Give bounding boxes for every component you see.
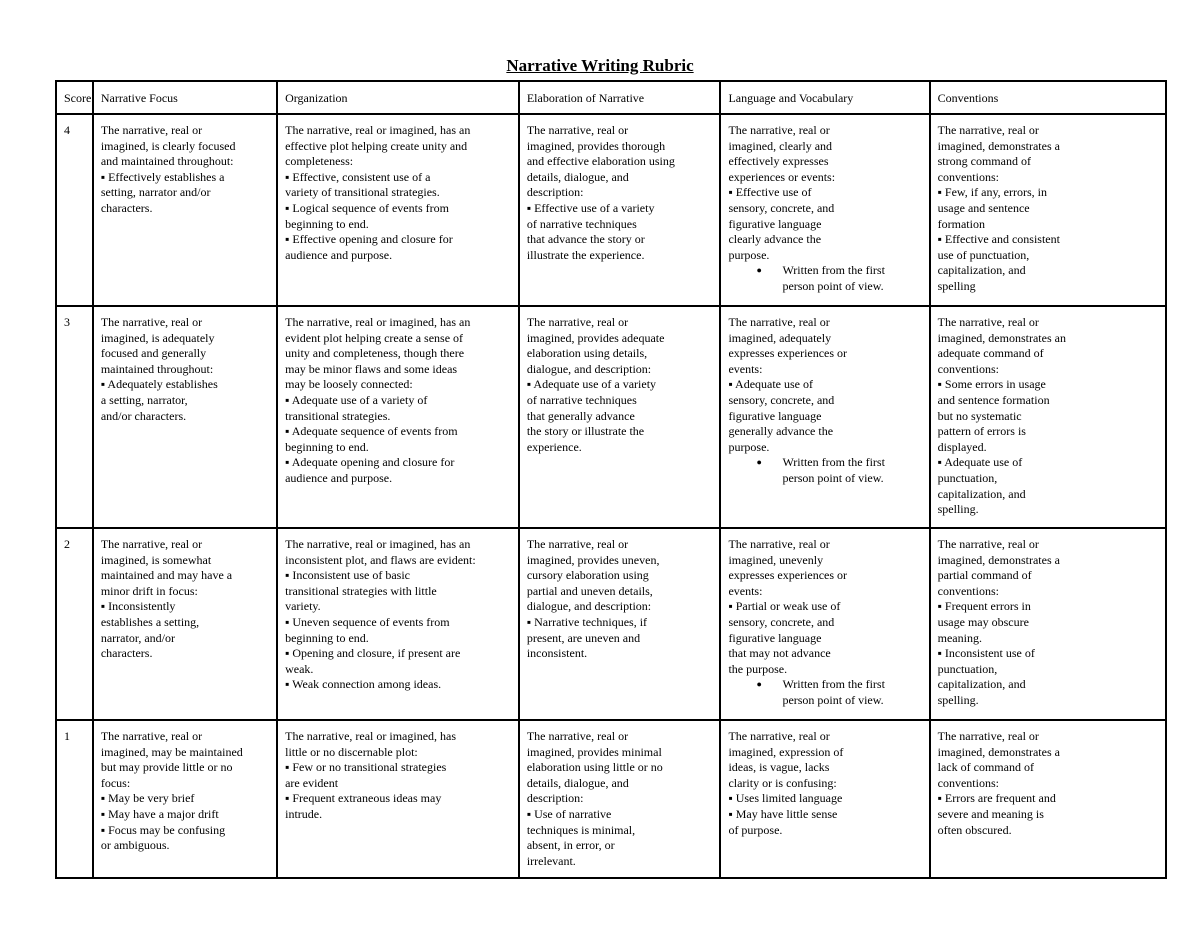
text-line: ▪ Weak connection among ideas. (285, 677, 442, 692)
text-line: and sentence formation (937, 392, 1050, 407)
text-line: usage may obscure (937, 614, 1029, 629)
cell-text (101, 537, 270, 662)
text-line: little or no discernable plot: (285, 744, 418, 759)
text-line: absent, in error, or (526, 838, 615, 853)
text-line: ▪ Uses limited language (728, 791, 843, 806)
text-line: the purpose. (728, 661, 788, 676)
text-line: ▪ Adequate use of (728, 377, 813, 392)
rubric-cell-language-vocabulary (720, 528, 929, 720)
text-line: elaboration using details, (526, 346, 648, 361)
score-cell: 2 (56, 528, 93, 720)
text-line: variety. (285, 599, 321, 614)
text-line: sensory, concrete, and (728, 200, 835, 215)
text-line: ▪ Adequately establishes (100, 377, 218, 392)
text-line: imagined, may be maintained (100, 744, 243, 759)
text-line: ▪ Effective use of a variety (526, 200, 655, 215)
header-elaboration: Elaboration of Narrative (519, 81, 721, 114)
cell-text (728, 537, 922, 677)
text-line: imagined, is adequately (100, 330, 215, 345)
score-cell: 1 (56, 720, 93, 878)
text-line: cursory elaboration using (526, 568, 649, 583)
text-line: ▪ Effectively establishes a (100, 169, 225, 184)
table-row (56, 306, 1166, 528)
text-line: The narrative, real or imagined, has an (285, 537, 471, 551)
text-line: experiences or events: (728, 169, 836, 184)
bullet-point (728, 455, 922, 486)
text-line: ▪ Effective use of (728, 185, 812, 200)
text-line: figurative language (728, 630, 822, 645)
rubric-cell-organization (277, 114, 519, 306)
rubric-cell-organization (277, 528, 519, 720)
text-line: generally advance the (728, 424, 834, 439)
text-line: adequate command of (937, 346, 1044, 361)
text-line: ▪ May have a major drift (100, 806, 219, 821)
text-line: pattern of errors is (937, 424, 1026, 439)
rubric-cell-conventions (930, 528, 1166, 720)
text-line: lack of command of (937, 760, 1034, 775)
rubric-cell-elaboration (519, 528, 721, 720)
cell-text (285, 315, 512, 487)
text-line: that generally advance (526, 408, 635, 423)
rubric-cell-narrative-focus (93, 306, 277, 528)
text-line: The narrative, real or (728, 315, 830, 329)
text-line: focused and generally (100, 346, 207, 361)
text-line: audience and purpose. (285, 470, 393, 485)
rubric-cell-elaboration (519, 306, 721, 528)
header-language-vocabulary: Language and Vocabulary (720, 81, 929, 114)
text-line: variety of transitional strategies. (285, 185, 440, 200)
text-line: events: (728, 583, 763, 598)
cell-text (527, 729, 714, 869)
text-line: severe and meaning is (937, 806, 1044, 821)
text-line: person point of view. (782, 692, 884, 707)
text-line: characters. (100, 646, 153, 661)
rubric-cell-conventions (930, 720, 1166, 878)
text-line: the story or illustrate the (526, 424, 645, 439)
text-line: The narrative, real or (526, 123, 629, 137)
cell-text (938, 123, 1159, 295)
rubric-cell-conventions (930, 306, 1166, 528)
text-line: The narrative, real or (937, 315, 1039, 329)
text-line: conventions: (937, 583, 999, 598)
text-line: characters. (100, 200, 153, 215)
text-line: clarity or is confusing: (728, 775, 837, 790)
text-line: imagined, is clearly focused (100, 138, 236, 153)
table-row (56, 528, 1166, 720)
text-line: The narrative, real or imagined, has an (285, 123, 471, 137)
rubric-cell-organization (277, 306, 519, 528)
rubric-title: Narrative Writing Rubric (506, 56, 694, 75)
text-line: sensory, concrete, and (728, 392, 835, 407)
text-line: of narrative techniques (526, 216, 637, 231)
cell-text (938, 729, 1159, 838)
table-row (56, 114, 1166, 306)
text-line: The narrative, real or (937, 537, 1039, 551)
rubric-cell-language-vocabulary (720, 720, 929, 878)
header-organization: Organization (277, 81, 519, 114)
text-line: The narrative, real or (526, 729, 629, 743)
text-line: imagined, is somewhat (100, 552, 212, 567)
cell-text (728, 315, 922, 455)
text-line: The narrative, real or (728, 123, 830, 137)
rubric-cell-narrative-focus (93, 528, 277, 720)
text-line: imagined, provides minimal (526, 744, 662, 759)
rubric-cell-elaboration (519, 720, 721, 878)
text-line: may be loosely connected: (285, 377, 413, 392)
text-line: evident plot helping create a sense of (285, 330, 464, 345)
text-line: punctuation, (937, 661, 998, 676)
text-line: that advance the story or (526, 232, 645, 247)
text-line: clearly advance the (728, 232, 822, 247)
text-line: person point of view. (782, 278, 884, 293)
text-line: person point of view. (782, 470, 884, 485)
text-line: ▪ Effective opening and closure for (285, 232, 453, 247)
text-line: beginning to end. (285, 630, 369, 645)
text-line: The narrative, real or imagined, has (285, 729, 457, 743)
text-line: The narrative, real or (100, 123, 203, 137)
text-line: minor drift in focus: (100, 583, 198, 598)
rubric-cell-language-vocabulary (720, 306, 929, 528)
text-line: meaning. (937, 630, 982, 645)
table-row (56, 720, 1166, 878)
text-line: narrator, and/or (100, 630, 175, 645)
cell-text (527, 315, 714, 455)
text-line: but no systematic (937, 408, 1022, 423)
text-line: ▪ Use of narrative (526, 806, 612, 821)
text-line: The narrative, real or (728, 729, 830, 743)
bullet-point (728, 263, 922, 294)
text-line: are evident (285, 775, 339, 790)
cell-text (527, 537, 714, 662)
text-line: completeness: (285, 154, 354, 169)
text-line: ▪ Inconsistent use of (937, 646, 1035, 661)
text-line: spelling (937, 278, 976, 293)
text-line: expresses experiences or (728, 568, 848, 583)
text-line: figurative language (728, 408, 822, 423)
text-line: may be minor flaws and some ideas (285, 361, 458, 376)
text-line: techniques is minimal, (526, 822, 636, 837)
text-line: imagined, provides adequate (526, 330, 665, 345)
text-line: intrude. (285, 806, 323, 821)
text-line: beginning to end. (285, 439, 369, 454)
cell-text (527, 123, 714, 263)
text-line: conventions: (937, 169, 999, 184)
text-line: maintained throughout: (100, 361, 214, 376)
text-line: ▪ Frequent extraneous ideas may (285, 791, 442, 806)
text-line: displayed. (937, 439, 987, 454)
rubric-cell-conventions (930, 114, 1166, 306)
text-line: imagined, demonstrates an (937, 330, 1066, 345)
text-line: dialogue, and description: (526, 361, 652, 376)
text-line: spelling. (937, 692, 979, 707)
cell-text (285, 123, 512, 263)
text-line: ▪ Uneven sequence of events from (285, 614, 450, 629)
text-line: ▪ Narrative techniques, if (526, 614, 648, 629)
text-line: strong command of (937, 154, 1031, 169)
text-line: and effective elaboration using (526, 154, 675, 169)
text-line: use of punctuation, (937, 247, 1030, 262)
text-line: ▪ Effective and consistent (937, 232, 1060, 247)
text-line: elaboration using little or no (526, 760, 663, 775)
text-line: audience and purpose. (285, 247, 393, 262)
text-line: imagined, provides uneven, (526, 552, 660, 567)
text-line: or ambiguous. (100, 838, 170, 853)
text-line: ▪ Logical sequence of events from (285, 200, 449, 215)
text-line: ▪ Adequate use of a variety of (285, 392, 428, 407)
cell-text (285, 537, 512, 693)
text-line: beginning to end. (285, 216, 369, 231)
text-line: maintained and may have a (100, 568, 233, 583)
text-line: effectively expresses (728, 154, 829, 169)
score-cell: 4 (56, 114, 93, 306)
text-line: and maintained throughout: (100, 154, 234, 169)
cell-text (938, 315, 1159, 518)
text-line: experience. (526, 439, 582, 454)
text-line: but may provide little or no (100, 760, 233, 775)
text-line: of narrative techniques (526, 392, 637, 407)
text-line: ▪ May have little sense (728, 806, 838, 821)
text-line: formation (937, 216, 985, 231)
text-line: expresses experiences or (728, 346, 848, 361)
text-line: details, dialogue, and (526, 169, 629, 184)
cell-text (285, 729, 512, 823)
text-line: figurative language (728, 216, 822, 231)
text-line: a setting, narrator, (100, 392, 188, 407)
text-line: that may not advance (728, 646, 831, 661)
text-line: ▪ Adequate use of a variety (526, 377, 657, 392)
text-line: usage and sentence (937, 200, 1030, 215)
rubric-table (55, 80, 1167, 879)
text-line: ▪ Opening and closure, if present are (285, 646, 461, 661)
text-line: imagined, expression of (728, 744, 844, 759)
text-line: imagined, adequately (728, 330, 832, 345)
text-line: ▪ Adequate use of (937, 455, 1023, 470)
text-line: conventions: (937, 361, 999, 376)
text-line: present, are uneven and (526, 630, 641, 645)
text-line: The narrative, real or (100, 537, 203, 551)
text-line: imagined, demonstrates a (937, 138, 1060, 153)
text-line: imagined, demonstrates a (937, 744, 1060, 759)
text-line: ▪ Adequate sequence of events from (285, 424, 458, 439)
text-line: capitalization, and (937, 263, 1026, 278)
text-line: imagined, demonstrates a (937, 552, 1060, 567)
text-line: description: (526, 791, 584, 806)
text-line: ▪ Inconsistent use of basic (285, 568, 411, 583)
text-line: imagined, clearly and (728, 138, 833, 153)
text-line: imagined, unevenly (728, 552, 824, 567)
text-line: The narrative, real or imagined, has an (285, 315, 471, 329)
text-line: ● Written from the first (782, 677, 885, 692)
bullet-point (728, 677, 922, 708)
text-line: ● Written from the first (782, 263, 885, 278)
text-line: ▪ Few, if any, errors, in (937, 185, 1047, 200)
text-line: focus: (100, 775, 131, 790)
text-line: ▪ Adequate opening and closure for (285, 455, 455, 470)
text-line: effective plot helping create unity and (285, 138, 468, 153)
text-line: and/or characters. (100, 408, 187, 423)
text-line: The narrative, real or (937, 729, 1039, 743)
text-line: ▪ Focus may be confusing (100, 822, 226, 837)
rubric-cell-narrative-focus (93, 720, 277, 878)
header-narrative-focus: Narrative Focus (93, 81, 277, 114)
text-line: ● Written from the first (782, 455, 885, 470)
rubric-cell-language-vocabulary (720, 114, 929, 306)
cell-text (101, 123, 270, 217)
text-line: spelling. (937, 502, 979, 517)
cell-text (728, 729, 922, 838)
text-line: details, dialogue, and (526, 775, 629, 790)
text-line: The narrative, real or (526, 537, 629, 551)
text-line: ▪ Few or no transitional strategies (285, 760, 447, 775)
text-line: transitional strategies. (285, 408, 391, 423)
text-line: imagined, provides thorough (526, 138, 666, 153)
text-line: inconsistent. (526, 646, 588, 661)
cell-text (101, 315, 270, 424)
text-line: events: (728, 361, 763, 376)
text-line: ▪ Inconsistently (100, 599, 176, 614)
text-line: dialogue, and description: (526, 599, 652, 614)
text-line: illustrate the experience. (526, 247, 645, 262)
text-line: inconsistent plot, and flaws are evident: (285, 552, 476, 567)
text-line: establishes a setting, (100, 614, 200, 629)
text-line: conventions: (937, 775, 999, 790)
cell-text (938, 537, 1159, 709)
text-line: ▪ Effective, consistent use of a (285, 169, 431, 184)
text-line: description: (526, 185, 584, 200)
rubric-cell-organization (277, 720, 519, 878)
text-line: setting, narrator and/or (100, 185, 211, 200)
text-line: capitalization, and (937, 677, 1026, 692)
text-line: ▪ May be very brief (100, 791, 195, 806)
header-row (56, 81, 1166, 114)
text-line: transitional strategies with little (285, 583, 437, 598)
text-line: capitalization, and (937, 486, 1026, 501)
text-line: The narrative, real or (937, 123, 1039, 137)
text-line: The narrative, real or (100, 315, 203, 329)
cell-text (101, 729, 270, 854)
text-line: often obscured. (937, 822, 1012, 837)
text-line: ▪ Some errors in usage (937, 377, 1046, 392)
text-line: partial command of (937, 568, 1032, 583)
text-line: irrelevant. (526, 853, 576, 868)
text-line: sensory, concrete, and (728, 614, 835, 629)
text-line: weak. (285, 661, 314, 676)
header-conventions: Conventions (930, 81, 1166, 114)
text-line: ▪ Errors are frequent and (937, 791, 1056, 806)
text-line: punctuation, (937, 470, 998, 485)
header-score: Score (56, 81, 93, 114)
text-line: ▪ Partial or weak use of (728, 599, 841, 614)
text-line: ▪ Frequent errors in (937, 599, 1031, 614)
text-line: ideas, is vague, lacks (728, 760, 830, 775)
text-line: of purpose. (728, 822, 783, 837)
text-line: The narrative, real or (526, 315, 629, 329)
cell-text (728, 123, 922, 263)
text-line: partial and uneven details, (526, 583, 653, 598)
text-line: The narrative, real or (728, 537, 830, 551)
rubric-cell-narrative-focus (93, 114, 277, 306)
text-line: unity and completeness, though there (285, 346, 465, 361)
text-line: purpose. (728, 247, 770, 262)
score-cell: 3 (56, 306, 93, 528)
text-line: purpose. (728, 439, 770, 454)
text-line: The narrative, real or (100, 729, 203, 743)
rubric-cell-elaboration (519, 114, 721, 306)
